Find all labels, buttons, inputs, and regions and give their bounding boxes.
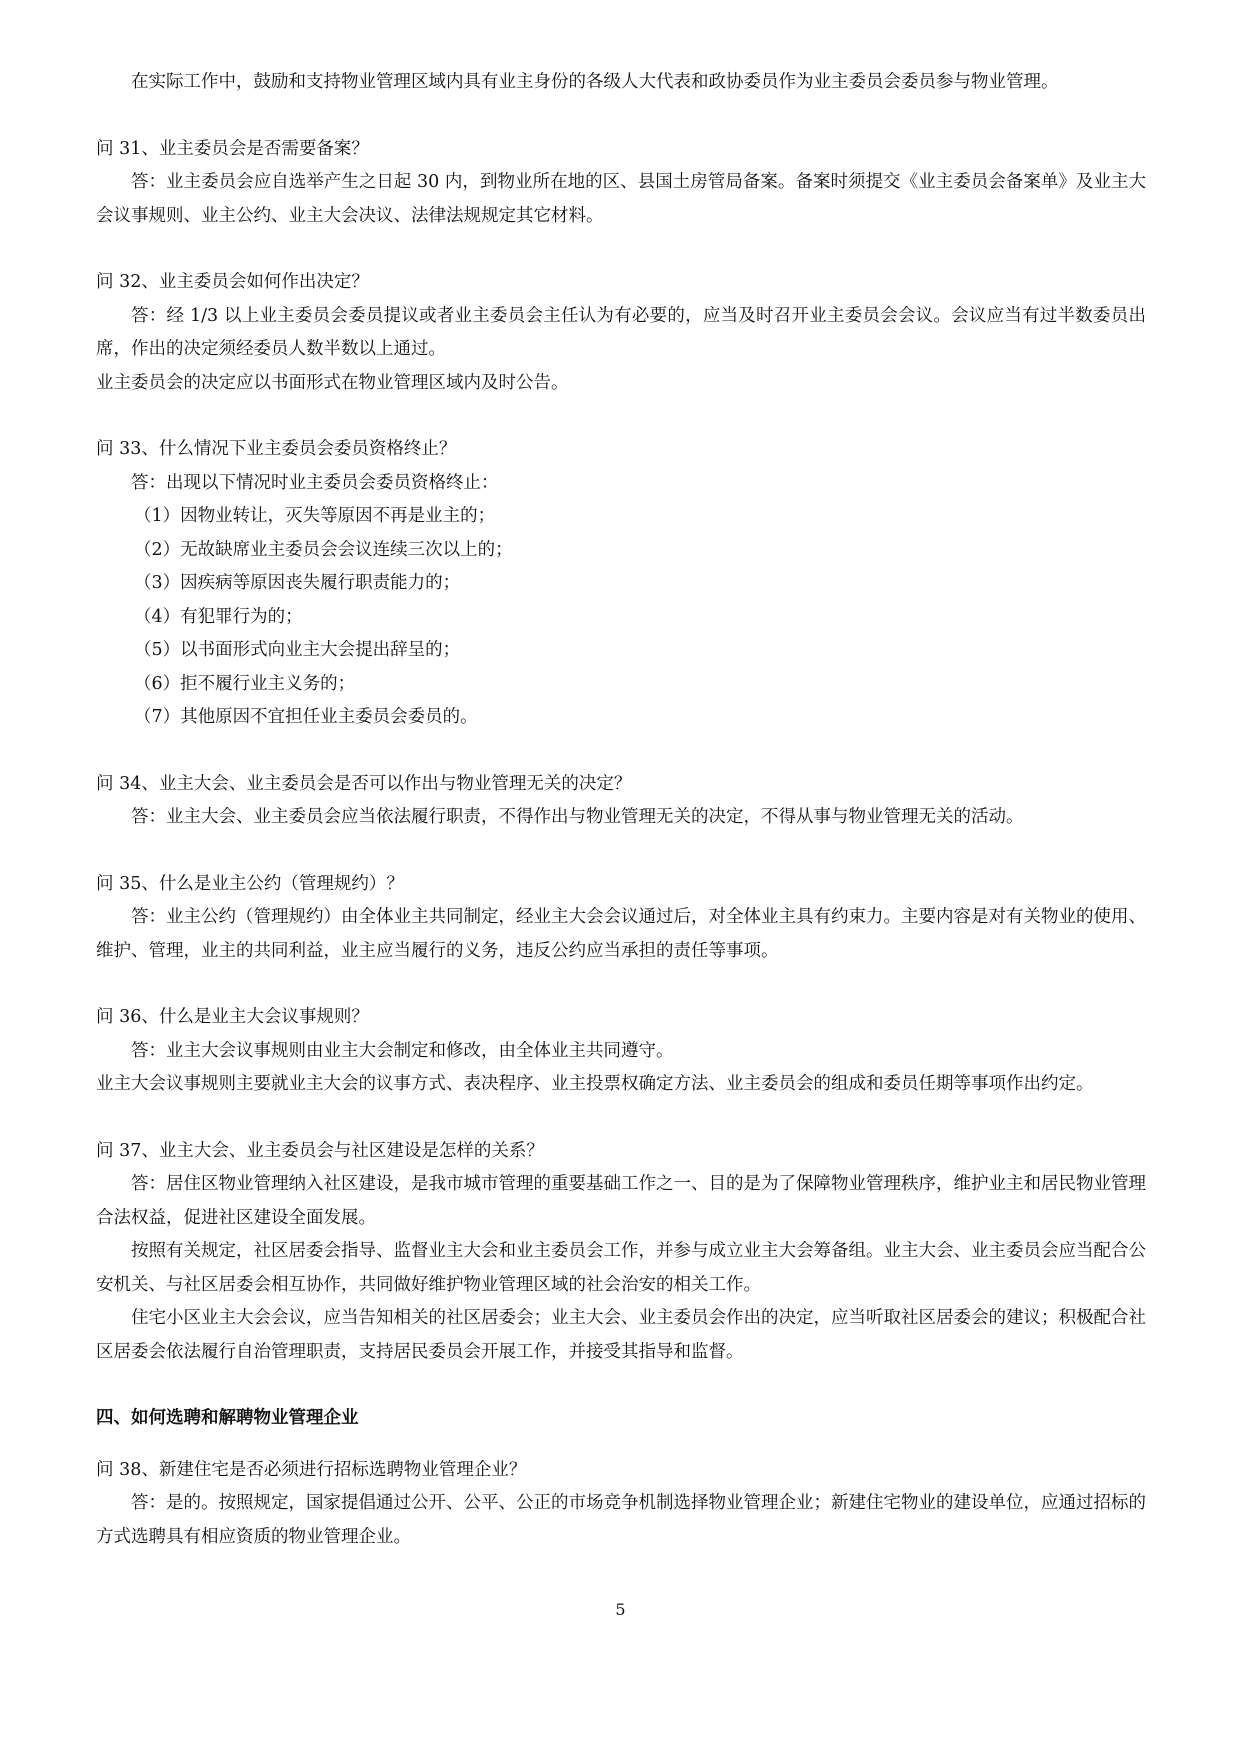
list-item: （7）其他原因不宜担任业主委员会委员的。 [134, 707, 478, 727]
answer-37-paragraph-2: 按照有关规定，社区居委会指导、监督业主大会和业主委员会工作，并参与成立业主大会筹备组。业主大会、业主委员会应当配合公安机关、与社区居委会相互协作，共同做好维护物业管理区域的社会治安的相关工作。 [96, 1241, 1146, 1295]
answer-34: 答：业主大会、业主委员会应当依法履行职责，不得作出与物业管理无关的决定，不得从事与物业管理无关的活动。 [131, 807, 1024, 827]
list-item: （2）无故缺席业主委员会会议连续三次以上的； [134, 539, 513, 560]
page-number: 5 [615, 1600, 626, 1619]
answer-38: 答：是的。按照规定，国家提倡通过公开、公平、公正的市场竞争机制选择物业管理企业；新建住宅物业的建设单位，应通过招标的方式选聘具有相应资质的物业管理企业。 [96, 1493, 1146, 1547]
answer-35: 答：业主公约（管理规约）由全体业主共同制定，经业主大会会议通过后，对全体业主具有约束力。主要内容是对有关物业的使用、维护、管理，业主的共同利益，业主应当履行的义务，违反公约应当承担的责任等事项。 [96, 907, 1146, 961]
answer-33: 答：出现以下情况时业主委员会委员资格终止： [131, 472, 499, 493]
section-heading: 四、如何选聘和解聘物业管理企业 [96, 1408, 359, 1428]
intro-paragraph: 在实际工作中，鼓励和支持物业管理区域内具有业主身份的各级人大代表和政协委员作为业主委员会委员参与物业管理。 [131, 72, 1059, 92]
question-35: 问 35、什么是业主公约（管理规约）？ [96, 873, 404, 894]
answer-36-note: 业主大会议事规则主要就业主大会的议事方式、表决程序、业主投票权确定方法、业主委员会的组成和委员任期等事项作出约定。 [96, 1074, 1094, 1094]
answer-37-paragraph-3: 住宅小区业主大会会议，应当告知相关的社区居委会；业主大会、业主委员会作出的决定，应当听取社区居委会的建议；积极配合社区居委会依法履行自治管理职责，支持居民委员会开展工作，并接受其指导和监督。 [96, 1308, 1146, 1362]
list-item: （5）以书面形式向业主大会提出辞呈的； [134, 640, 461, 660]
question-33: 问 33、什么情况下业主委员会委员资格终止？ [96, 439, 457, 459]
question-31: 问 31、业主委员会是否需要备案？ [96, 138, 369, 159]
question-37: 问 37、业主大会、业主委员会与社区建设是怎样的关系？ [96, 1140, 544, 1161]
question-38: 问 38、新建住宅是否必须进行招标选聘物业管理企业？ [96, 1459, 527, 1480]
list-item: （1）因物业转让，灭失等原因不再是业主的； [134, 506, 496, 526]
answer-36: 答：业主大会议事规则由业主大会制定和修改，由全体业主共同遵守。 [131, 1040, 674, 1061]
answer-32-note: 业主委员会的决定应以书面形式在物业管理区域内及时公告。 [96, 372, 569, 393]
list-item: （3）因疾病等原因丧失履行职责能力的； [134, 573, 461, 593]
question-32: 问 32、业主委员会如何作出决定？ [96, 272, 369, 292]
answer-31: 答：业主委员会应自选举产生之日起 30 内，到物业所在地的区、县国土房管局备案。备案时须提交《业主委员会备案单》及业主大会议事规则、业主公约、业主大会决议、法律法规规定其它材料。 [96, 172, 1146, 226]
list-item: （4）有犯罪行为的； [134, 606, 303, 627]
answer-32: 答：经 1/3 以上业主委员会委员提议或者业主委员会主任认为有必要的，应当及时召开业主委员会会议。会议应当有过半数委员出席，作出的决定须经委员人数半数以上通过。 [96, 305, 1146, 359]
list-item: （6）拒不履行业主义务的； [134, 673, 356, 694]
question-34: 问 34、业主大会、业主委员会是否可以作出与物业管理无关的决定？ [96, 773, 632, 794]
document-page [96, 66, 1146, 1554]
answer-37: 答：居住区物业管理纳入社区建设，是我市城市管理的重要基础工作之一、目的是为了保障物业管理秩序，维护业主和居民物业管理合法权益，促进社区建设全面发展。 [96, 1174, 1146, 1228]
question-36: 问 36、什么是业主大会议事规则？ [96, 1007, 369, 1027]
